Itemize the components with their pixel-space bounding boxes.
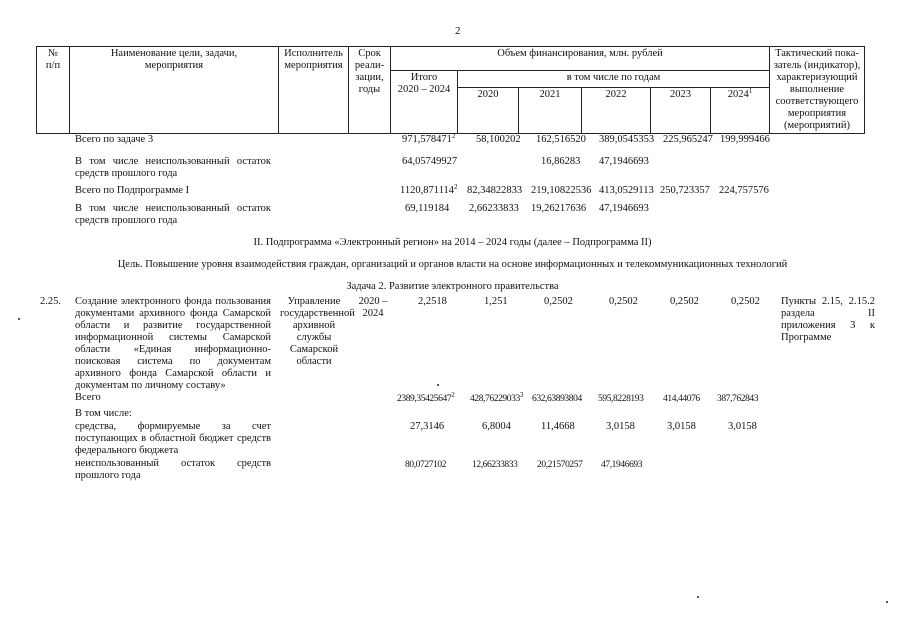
cell-total: 971,578471$^2$ xyxy=(402,132,456,145)
item-executor: Управление государственной архивной службы Самарской области xyxy=(280,296,355,367)
cell-2021: 20,21570257 xyxy=(537,460,583,470)
cell-2024: 224,757576 xyxy=(719,185,769,196)
section-title: II. Подпрограмма «Электронный регион» на 2014 – 2024 годы (далее – Подпрограмма II) xyxy=(253,237,652,248)
cell-2024: 3,0158 xyxy=(728,421,757,432)
header-term: Срок реали- зации, годы xyxy=(349,47,391,134)
grand-total-label: Всего xyxy=(75,392,101,403)
cell-2020: 82,34822833 xyxy=(467,185,523,196)
cell-2020: 1,251 xyxy=(484,296,508,307)
scan-speck xyxy=(18,318,20,320)
item-term: 2020 – 2024 xyxy=(358,296,388,319)
header-year-2022: 2022 xyxy=(582,88,651,134)
header-indicator: Тактический пока- затель (индикатор), характеризующий выполнение соответствующего мероприятия (мероприятий) xyxy=(770,47,865,134)
cell-2023: 3,0158 xyxy=(667,421,696,432)
header-name: Наименование цели, задачи, мероприятия xyxy=(70,47,279,134)
cell-2022: 595,8228193 xyxy=(598,394,644,404)
scan-speck xyxy=(437,384,439,386)
cell-total: 1120,871114$^2$ xyxy=(400,183,458,196)
cell-2022: 413,0529113 xyxy=(599,185,654,196)
scan-speck xyxy=(697,596,699,598)
cell-2022: 3,0158 xyxy=(606,421,635,432)
cell-total: 69,119184 xyxy=(405,203,450,214)
cell-2022: 47,1946693 xyxy=(599,156,649,167)
cell-total: 80,0727102 xyxy=(405,460,447,470)
cell-2023: 225,965247 xyxy=(663,134,713,145)
cell-2023: 414,44076 xyxy=(663,394,700,404)
cell-2023: 250,723357 xyxy=(660,185,710,196)
cell-2021: 0,2502 xyxy=(544,296,573,307)
cell-2020: 2,66233833 xyxy=(469,203,519,214)
cell-total: 2,2518 xyxy=(418,296,447,307)
goal-text: Цель. Повышение уровня взаимодействия граждан, организаций и органов власти на основе информационных и телекоммуникационных технологий xyxy=(117,259,788,270)
cell-total: 64,05749927 xyxy=(402,156,458,167)
cell-2022: 0,2502 xyxy=(609,296,638,307)
row-sub1-total-label: Всего по Подпрограмме I xyxy=(75,185,190,196)
header-year-2023: 2023 xyxy=(651,88,711,134)
cell-2021: 632,63893804 xyxy=(532,394,582,404)
header-year-2024: 2024$^1$ xyxy=(711,88,770,134)
page-number: 2 xyxy=(455,25,461,37)
scan-speck xyxy=(886,601,888,603)
cell-2024: 387,762843 xyxy=(717,394,759,404)
cell-2021: 219,10822536 xyxy=(531,185,592,196)
header-funding: Объем финансирования, млн. рублей xyxy=(391,47,770,71)
header-by-years: в том числе по годам xyxy=(458,71,770,88)
item-name: Создание электронного фонда пользования документами архивного фонда Самарской области и развитие государственной информационной системы Самарской области «Единая информационно-поисковая система по документам архивного фонда Самарской области и документам по личному составу» xyxy=(75,296,271,391)
unused-balance-label: неиспользованный остаток средств прошлого года xyxy=(75,458,271,481)
header-executor: Исполнитель мероприятия xyxy=(279,47,349,134)
cell-total: 2389,35425647$^2$ xyxy=(397,391,455,404)
cell-total: 27,3146 xyxy=(410,421,445,432)
cell-2022: 47,1946693 xyxy=(599,203,649,214)
item-indicator: Пункты 2.15, 2.15.2 раздела II приложения 3 к Программе xyxy=(781,296,875,343)
cell-2022: 389,0545353 xyxy=(599,134,655,145)
task-title: Задача 2. Развитие электронного правительства xyxy=(346,281,559,292)
cell-2023: 0,2502 xyxy=(670,296,699,307)
row-sub1-unused-label: В том числе неиспользованный остаток средств прошлого года xyxy=(75,203,271,226)
header-no: № п/п xyxy=(37,47,70,134)
row-task3-unused-label: В том числе неиспользованный остаток средств прошлого года xyxy=(75,156,271,179)
table-header xyxy=(36,46,865,134)
header-total: Итого 2020 – 2024 xyxy=(391,71,458,134)
cell-2022: 47,1946693 xyxy=(601,460,643,470)
row-task3-total-label: Всего по задаче 3 xyxy=(75,134,154,145)
cell-2021: 162,516520 xyxy=(536,134,586,145)
cell-2024: 199,999466 xyxy=(720,134,770,145)
cell-2020: 6,8004 xyxy=(482,421,511,432)
item-number: 2.25. xyxy=(40,296,61,307)
cell-2021: 19,26217636 xyxy=(531,203,587,214)
cell-2020: 58,100202 xyxy=(476,134,521,145)
header-year-2020: 2020 xyxy=(458,88,519,134)
cell-2020: 428,76229033$^3$ xyxy=(470,391,523,404)
header-year-2021: 2021 xyxy=(519,88,582,134)
cell-2020: 12,66233833 xyxy=(472,460,518,470)
cell-2024: 0,2502 xyxy=(731,296,760,307)
cell-2021: 16,86283 xyxy=(541,156,581,167)
regional-funds-label: средства, формируемые за счет поступающих в областной бюджет средств федерального бюджета xyxy=(75,421,271,456)
including-label: В том числе: xyxy=(75,408,132,419)
cell-2021: 11,4668 xyxy=(541,421,575,432)
